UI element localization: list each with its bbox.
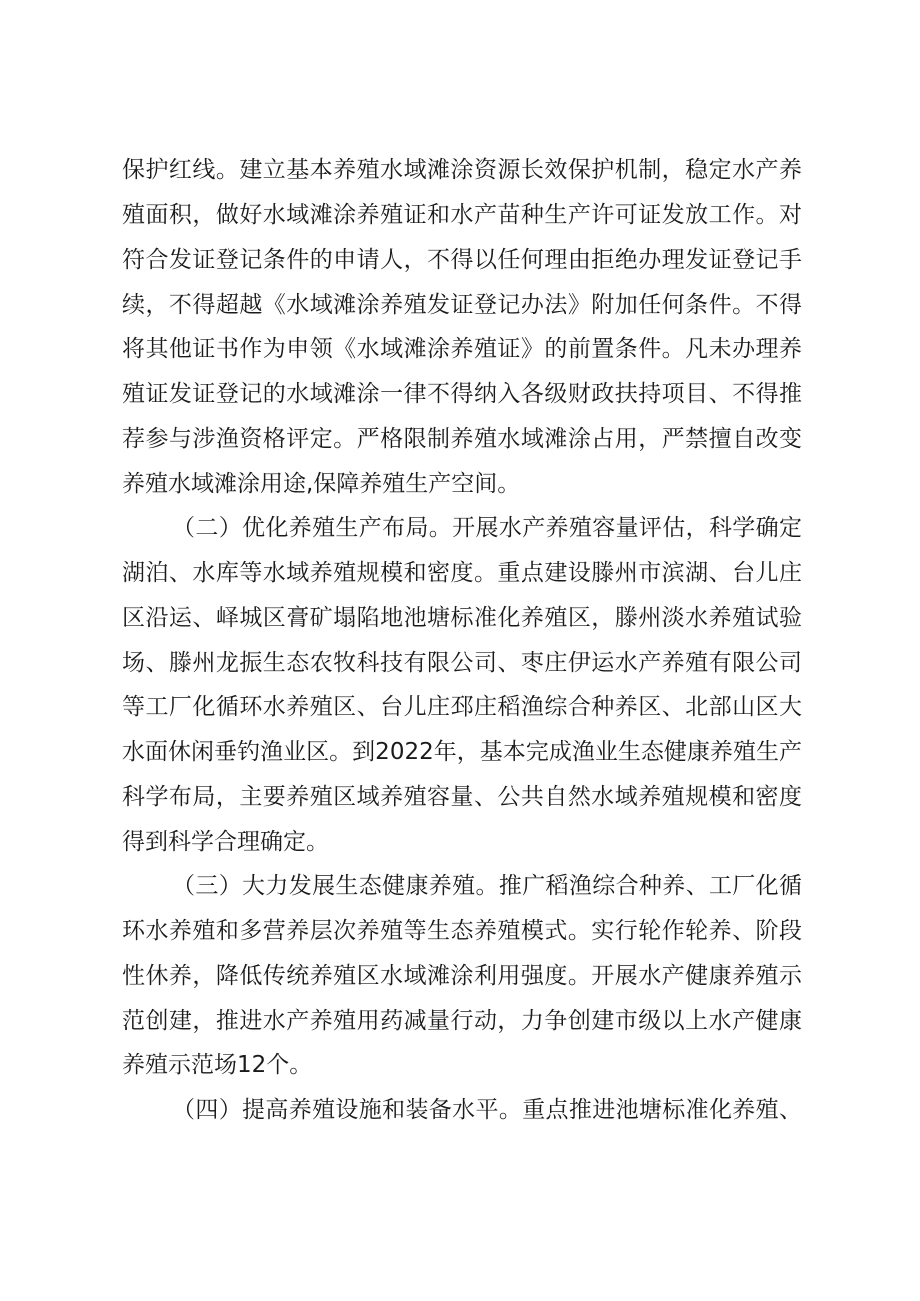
text-line: 养殖示范场12个。 — [122, 1052, 313, 1078]
text-line: 性休养，降低传统养殖区水域滩涂利用强度。开展水产健康养殖示 — [122, 963, 802, 989]
text-line: 保护红线。建立基本养殖水域滩涂资源长效保护机制，稳定水产养 — [122, 157, 802, 183]
text-line: 荐参与涉渔资格评定。严格限制养殖水域滩涂占用，严禁擅自改变 — [122, 426, 802, 452]
text-line: 场、滕州龙振生态农牧科技有限公司、枣庄伊运水产养殖有限公司 — [122, 650, 802, 676]
text-line: 将其他证书作为申领《水域滩涂养殖证》的前置条件。凡未办理养 — [122, 336, 802, 362]
text-line: 得到科学合理确定。 — [122, 829, 329, 855]
text-line: 水面休闲垂钓渔业区。到2022年，基本完成渔业生态健康养殖生产 — [122, 739, 802, 765]
text-line: 科学布局，主要养殖区域养殖容量、公共自然水域养殖规模和密度 — [122, 784, 802, 810]
text-line: 殖面积，做好水域滩涂养殖证和水产苗种生产许可证发放工作。对 — [122, 202, 802, 228]
paragraph-heading-line: （三）大力发展生态健康养殖。推广稻渔综合种养、工厂化循 — [172, 873, 802, 899]
text-line: 符合发证登记条件的申请人，不得以任何理由拒绝办理发证登记手 — [122, 247, 802, 273]
text-line: 养殖水域滩涂用途,保障养殖生产空间。 — [122, 471, 521, 497]
text-line: 续，不得超越《水域滩涂养殖发证登记办法》附加任何条件。不得 — [122, 292, 802, 318]
paragraph-heading-line: （二）优化养殖生产布局。开展水产养殖容量评估，科学确定 — [172, 515, 802, 541]
text-line: 等工厂化循环水养殖区、台儿庄邳庄稻渔综合种养区、北部山区大 — [122, 694, 802, 720]
text-line: 范创建，推进水产养殖用药减量行动，力争创建市级以上水产健康 — [122, 1008, 802, 1034]
text-line: 区沿运、峄城区膏矿塌陷地池塘标准化养殖区，滕州淡水养殖试验 — [122, 605, 802, 631]
text-line: 殖证发证登记的水域滩涂一律不得纳入各级财政扶持项目、不得推 — [122, 381, 802, 407]
paragraph-heading-line: （四）提高养殖设施和装备水平。重点推进池塘标准化养殖、 — [172, 1097, 802, 1123]
text-line: 环水养殖和多营养层次养殖等生态养殖模式。实行轮作轮养、阶段 — [122, 918, 802, 944]
text-line: 湖泊、水库等水域养殖规模和密度。重点建设滕州市滨湖、台儿庄 — [122, 560, 802, 586]
